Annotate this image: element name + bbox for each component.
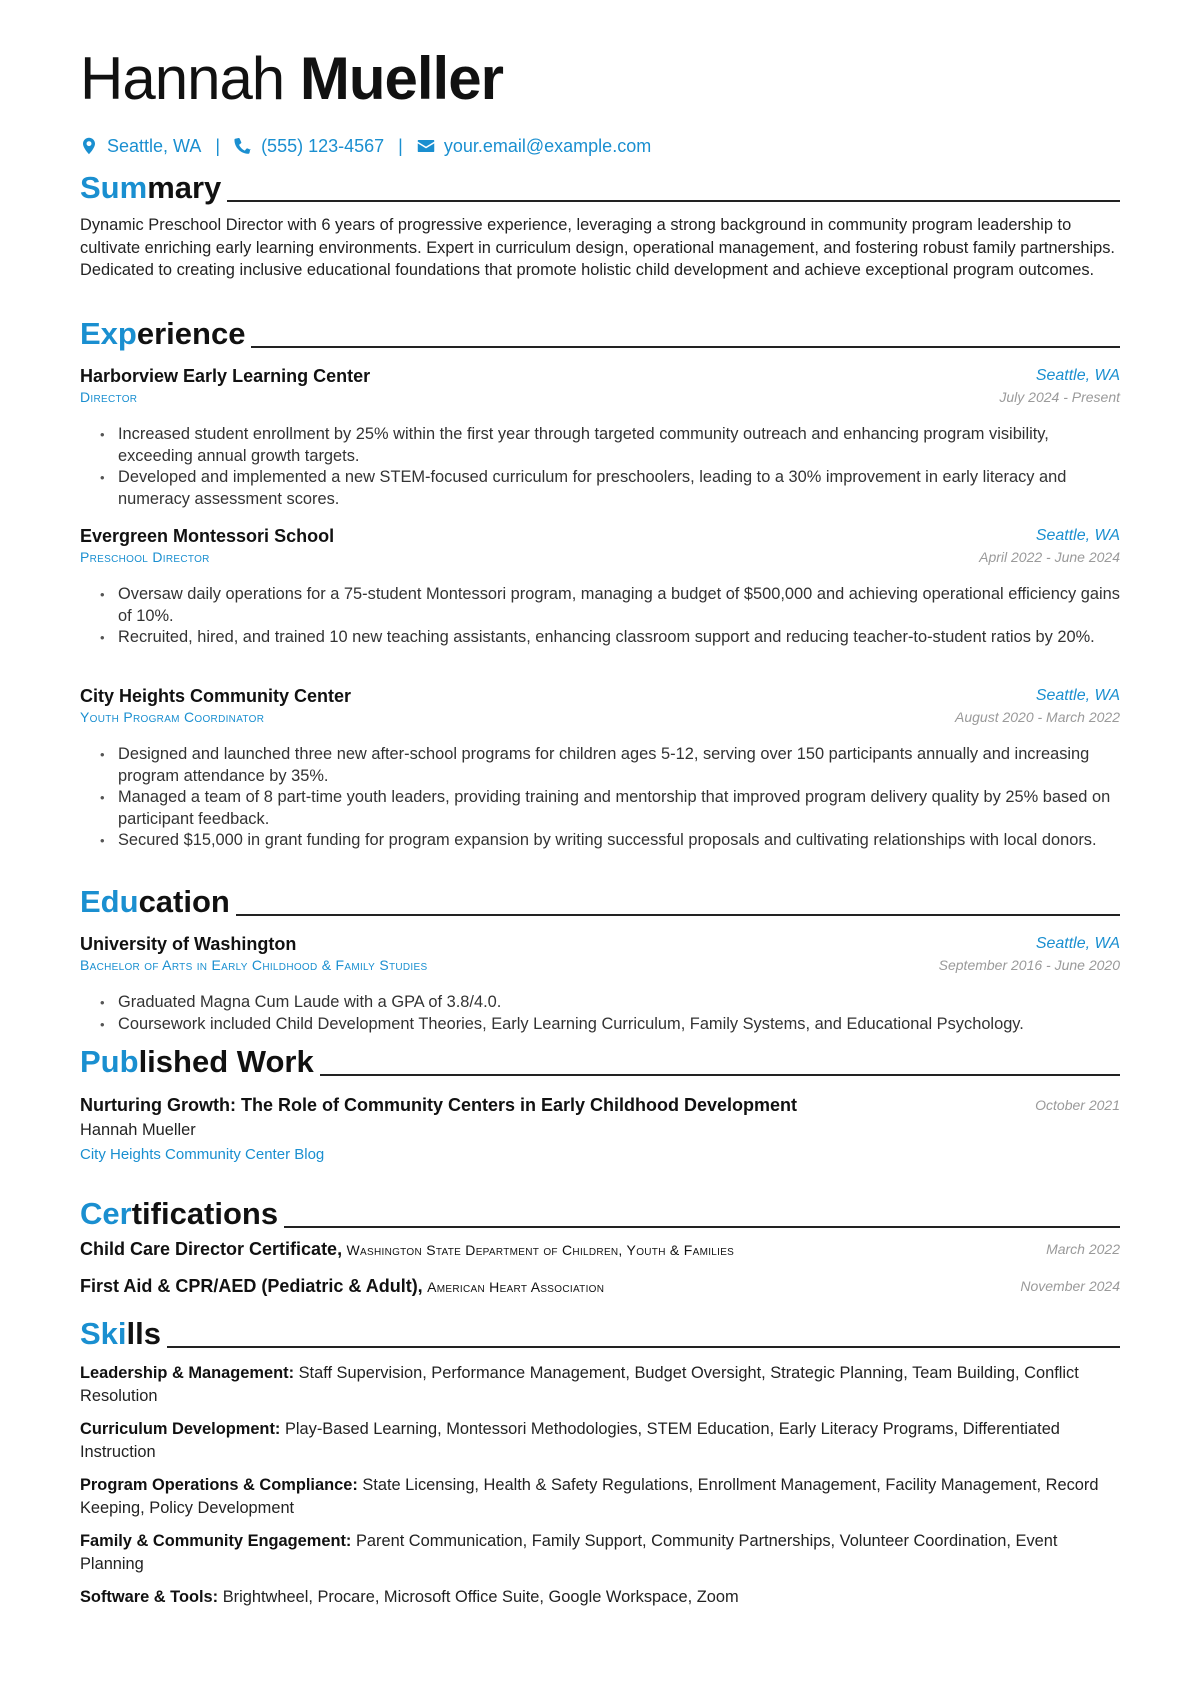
candidate-name: [80, 44, 503, 114]
contact-separator: |: [398, 136, 403, 156]
list-item: • Designed and launched three new after-school programs for children ages 5-12, serving over 150 participants annually and increasing program attendance by 35%.: [98, 744, 1120, 787]
skill-group: [80, 1586, 1120, 1609]
job-dates: August 2020 - March 2022: [955, 709, 1120, 725]
skills-heading: [80, 1312, 1120, 1352]
certification-name: Child Care Director Certificate,: [80, 1239, 343, 1259]
job-bullets: [98, 584, 1120, 649]
skill-category: Software & Tools:: [80, 1588, 219, 1606]
education-bullets: [98, 992, 1120, 1035]
certification-issuer: American Heart Association: [427, 1279, 605, 1295]
skills-heading-rest: lls: [126, 1316, 161, 1351]
job-location: Seattle, WA: [1035, 527, 1120, 544]
phone-icon: [234, 137, 252, 155]
list-item: • Graduated Magna Cum Laude with a GPA of 3.8/4.0.: [98, 992, 1120, 1014]
summary-heading-rest: mary: [147, 170, 222, 205]
skill-list: Parent Communication, Family Support, Community Partnerships, Volunteer Coordination, Event Planning: [80, 1532, 1058, 1573]
contact-line: [80, 134, 651, 158]
skill-category: Program Operations & Compliance:: [80, 1476, 358, 1494]
skill-group: [80, 1530, 1120, 1575]
envelope-icon: [417, 137, 435, 155]
section-rule: [236, 914, 1120, 916]
education-heading-rest: cation: [138, 884, 230, 919]
section-rule: [227, 200, 1120, 202]
publication-date: October 2021: [1035, 1097, 1120, 1113]
skills-heading-accent: Ski: [80, 1316, 127, 1351]
publication-venue: City Heights Community Center Blog: [80, 1146, 325, 1163]
summary-heading-accent: Sum: [80, 170, 148, 205]
school-name: University of Washington: [80, 934, 297, 954]
experience-entry: [80, 364, 1120, 508]
certifications-heading-rest: tifications: [131, 1196, 279, 1231]
skill-group: [80, 1418, 1120, 1463]
section-rule: [284, 1226, 1120, 1228]
job-employer: Harborview Early Learning Center: [80, 366, 371, 386]
experience-heading-rest: erience: [136, 316, 246, 351]
education-heading-accent: Edu: [80, 884, 139, 919]
education-entry: [80, 932, 1120, 1033]
job-employer: City Heights Community Center: [80, 686, 352, 706]
section-rule: [251, 346, 1120, 348]
experience-heading: [80, 312, 1120, 352]
job-bullets: [98, 744, 1120, 852]
experience-heading-accent: Exp: [80, 316, 137, 351]
contact-separator: |: [215, 136, 221, 156]
job-title: Director: [80, 389, 138, 405]
summary-text: Dynamic Preschool Director with 6 years of progressive experience, leveraging a strong background in community program leadership to cultivate enriching early learning environments. Expert in curriculum design, operational management, and fostering robust family partnerships. Dedicated to creating inclusive educational foundations that promote holistic child development and achieve exceptional program outcomes.: [80, 216, 1115, 280]
education-heading: [80, 880, 1120, 920]
list-item: • Managed a team of 8 part-time youth leaders, providing training and mentorship that improved program delivery quality by 25% based on participant feedback.: [98, 787, 1120, 830]
certification-date: March 2022: [1046, 1241, 1120, 1257]
job-location: Seattle, WA: [1035, 687, 1120, 704]
skill-group: [80, 1362, 1120, 1407]
job-location: Seattle, WA: [1035, 367, 1120, 384]
map-pin-icon: [80, 137, 98, 155]
phone-link[interactable]: (555) 123-4567: [261, 136, 385, 156]
job-employer: Evergreen Montessori School: [80, 526, 335, 546]
last-name: Mueller: [299, 45, 503, 112]
experience-entry: [80, 524, 1120, 647]
certification-issuer: Washington State Department of Children, Youth & Families: [346, 1242, 735, 1258]
published-heading-rest: lished Work: [138, 1044, 314, 1079]
list-item: • Secured $15,000 in grant funding for program expansion by writing successful proposals and cultivating relationships with local donors.: [98, 830, 1120, 852]
list-item: • Oversaw daily operations for a 75-student Montessori program, managing a budget of $500,000 and achieving operational efficiency gains of 10%.: [98, 584, 1120, 627]
certification-item: [80, 1236, 1120, 1262]
skill-category: Curriculum Development:: [80, 1420, 281, 1438]
experience-entry: [80, 684, 1120, 850]
education-dates: September 2016 - June 2020: [938, 957, 1120, 973]
certification-name: First Aid & CPR/AED (Pediatric & Adult),: [80, 1276, 423, 1296]
certification-date: November 2024: [1020, 1278, 1120, 1294]
certifications-heading-accent: Cer: [80, 1196, 132, 1231]
list-item: • Developed and implemented a new STEM-focused curriculum for preschoolers, leading to a 30% improvement in early literacy and numeracy assessment scores.: [98, 467, 1120, 510]
email-link[interactable]: your.email@example.com: [443, 136, 652, 156]
location-text: Seattle, WA: [107, 136, 202, 156]
summary-heading: [80, 166, 1120, 206]
section-rule: [167, 1346, 1120, 1348]
publication-author: Hannah Mueller: [80, 1121, 196, 1139]
school-location: Seattle, WA: [1035, 935, 1120, 952]
skill-category: Family & Community Engagement:: [80, 1532, 352, 1550]
certifications-heading: [80, 1192, 1120, 1232]
job-bullets: [98, 424, 1120, 510]
degree-name: Bachelor of Arts in Early Childhood & Family Studies: [80, 957, 428, 973]
job-dates: April 2022 - June 2024: [979, 549, 1120, 565]
list-item: • Recruited, hired, and trained 10 new teaching assistants, enhancing classroom support and reducing teacher-to-student ratios by 20%.: [98, 627, 1120, 649]
publication-title: Nurturing Growth: The Role of Community Centers in Early Childhood Development: [80, 1095, 798, 1115]
section-rule: [320, 1074, 1120, 1076]
list-item: • Increased student enrollment by 25% within the first year through targeted community outreach and enhancing program visibility, exceeding annual growth targets.: [98, 424, 1120, 467]
skill-group: [80, 1474, 1120, 1519]
job-title: Youth Program Coordinator: [80, 709, 265, 725]
first-name: Hannah: [80, 45, 285, 112]
job-dates: July 2024 - Present: [999, 389, 1120, 405]
list-item: • Coursework included Child Development Theories, Early Learning Curriculum, Family Systems, and Educational Psychology.: [98, 1014, 1120, 1036]
published-heading-accent: Pub: [80, 1044, 139, 1079]
certification-item: [80, 1273, 1120, 1299]
job-title: Preschool Director: [80, 549, 210, 565]
skill-list: State Licensing, Health & Safety Regulations, Enrollment Management, Facility Management, Record Keeping, Policy Development: [80, 1476, 1099, 1517]
skill-list: Brightwheel, Procare, Microsoft Office Suite, Google Workspace, Zoom: [222, 1588, 739, 1606]
skill-list: Staff Supervision, Performance Management, Budget Oversight, Strategic Planning, Team Building, Conflict Resolution: [80, 1364, 1079, 1405]
published-work-heading: [80, 1040, 1120, 1080]
skill-category: Leadership & Management:: [80, 1364, 295, 1382]
skill-list: Play-Based Learning, Montessori Methodologies, STEM Education, Early Literacy Programs, Differentiated Instruction: [80, 1420, 1060, 1461]
